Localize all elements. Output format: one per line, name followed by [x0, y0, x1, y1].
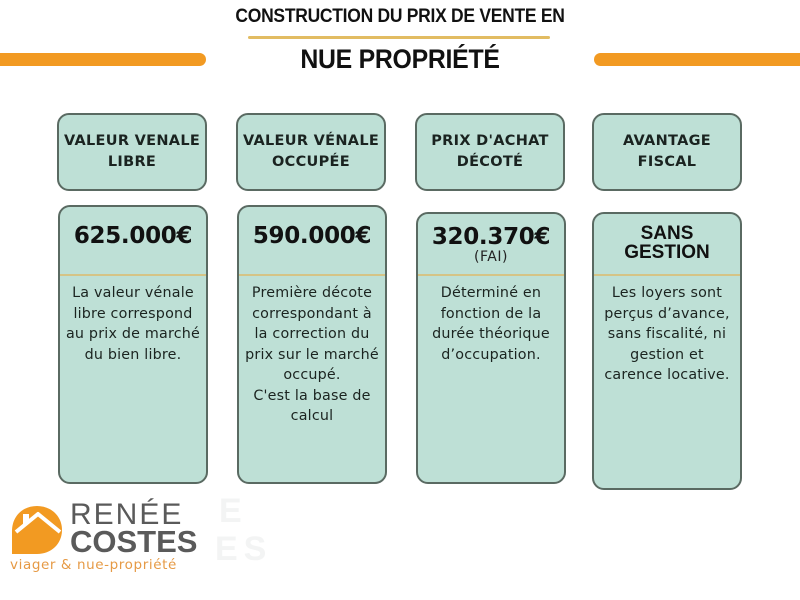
description-line: sans fiscalité, ni [607, 326, 727, 342]
description-line: C'est la base de [253, 387, 371, 404]
logo-word-renee: RENÉE [70, 498, 184, 531]
heading-avantage-fiscal [592, 113, 742, 191]
description-line: perçus d’avance, [604, 305, 730, 322]
card-value-section [594, 214, 740, 276]
heading-line: OCCUPÉE [272, 154, 350, 170]
description-line: prix sur le marché [245, 346, 379, 363]
title-underline [248, 36, 550, 39]
price-value: 625.000€ [73, 222, 193, 249]
heading-valeur-venale-occupee [236, 113, 386, 191]
watermark-line: ES [215, 530, 273, 568]
heading-line: FISCAL [637, 154, 697, 170]
description-line: La valeur vénale [72, 285, 194, 301]
decorative-bar-right [594, 53, 800, 66]
watermark-line: E [219, 492, 248, 530]
price-value: 590.000€ [252, 222, 372, 249]
house-pin-icon [10, 504, 64, 556]
heading-line: VALEUR VÉNALE [242, 133, 380, 149]
card-value-section [239, 207, 385, 276]
title-line-2: NUE PROPRIÉTÉ [300, 44, 500, 74]
description-line: d’occupation. [441, 346, 541, 363]
description-line: libre correspond [73, 305, 193, 322]
price-qualifier: (FAI) [474, 248, 508, 265]
card-description [239, 276, 385, 427]
description-line: Première décote [251, 285, 373, 301]
description-line: Les loyers sont [611, 285, 723, 301]
card-prix-achat-decote [416, 212, 566, 484]
heading-line: DÉCOTÉ [456, 154, 524, 170]
card-value-section [60, 207, 206, 276]
logo-tagline: viager & nue-propriété [10, 557, 177, 573]
description-line: gestion et [630, 346, 704, 363]
description-line: carence locative. [604, 367, 730, 383]
heading-line: AVANTAGE [622, 133, 712, 149]
card-valeur-venale-libre [58, 205, 208, 484]
card-description [594, 276, 740, 386]
card-description [418, 276, 564, 365]
heading-line: PRIX D'ACHAT [431, 133, 549, 149]
card-value-section [418, 214, 564, 276]
description-line: fonction de la [440, 305, 542, 322]
description-line: la correction du [254, 326, 370, 342]
benefit-line: SANS [640, 223, 694, 244]
description-line: au prix de marché [65, 326, 201, 342]
brand-logo [8, 500, 208, 580]
description-line: du bien libre. [84, 346, 182, 363]
heading-line: LIBRE [107, 154, 157, 170]
card-valeur-venale-occupee [237, 205, 387, 484]
description-line: correspondant à [252, 305, 372, 322]
heading-valeur-venale-libre [57, 113, 207, 191]
title-line-1: CONSTRUCTION DU PRIX DE VENTE EN [235, 6, 565, 27]
description-line: durée théorique [432, 326, 550, 342]
heading-line: VALEUR VENALE [63, 133, 201, 149]
card-description [60, 276, 206, 365]
benefit-line: GESTION [624, 242, 710, 263]
card-avantage-fiscal [592, 212, 742, 490]
price-value: 320.370€ [431, 223, 551, 250]
description-line: Déterminé en [440, 285, 542, 301]
watermark-text [215, 492, 272, 568]
heading-prix-achat-decote [415, 113, 565, 191]
logo-word-costes: COSTES [70, 524, 198, 559]
description-line: occupé. [283, 367, 341, 383]
description-line: calcul [290, 408, 334, 424]
